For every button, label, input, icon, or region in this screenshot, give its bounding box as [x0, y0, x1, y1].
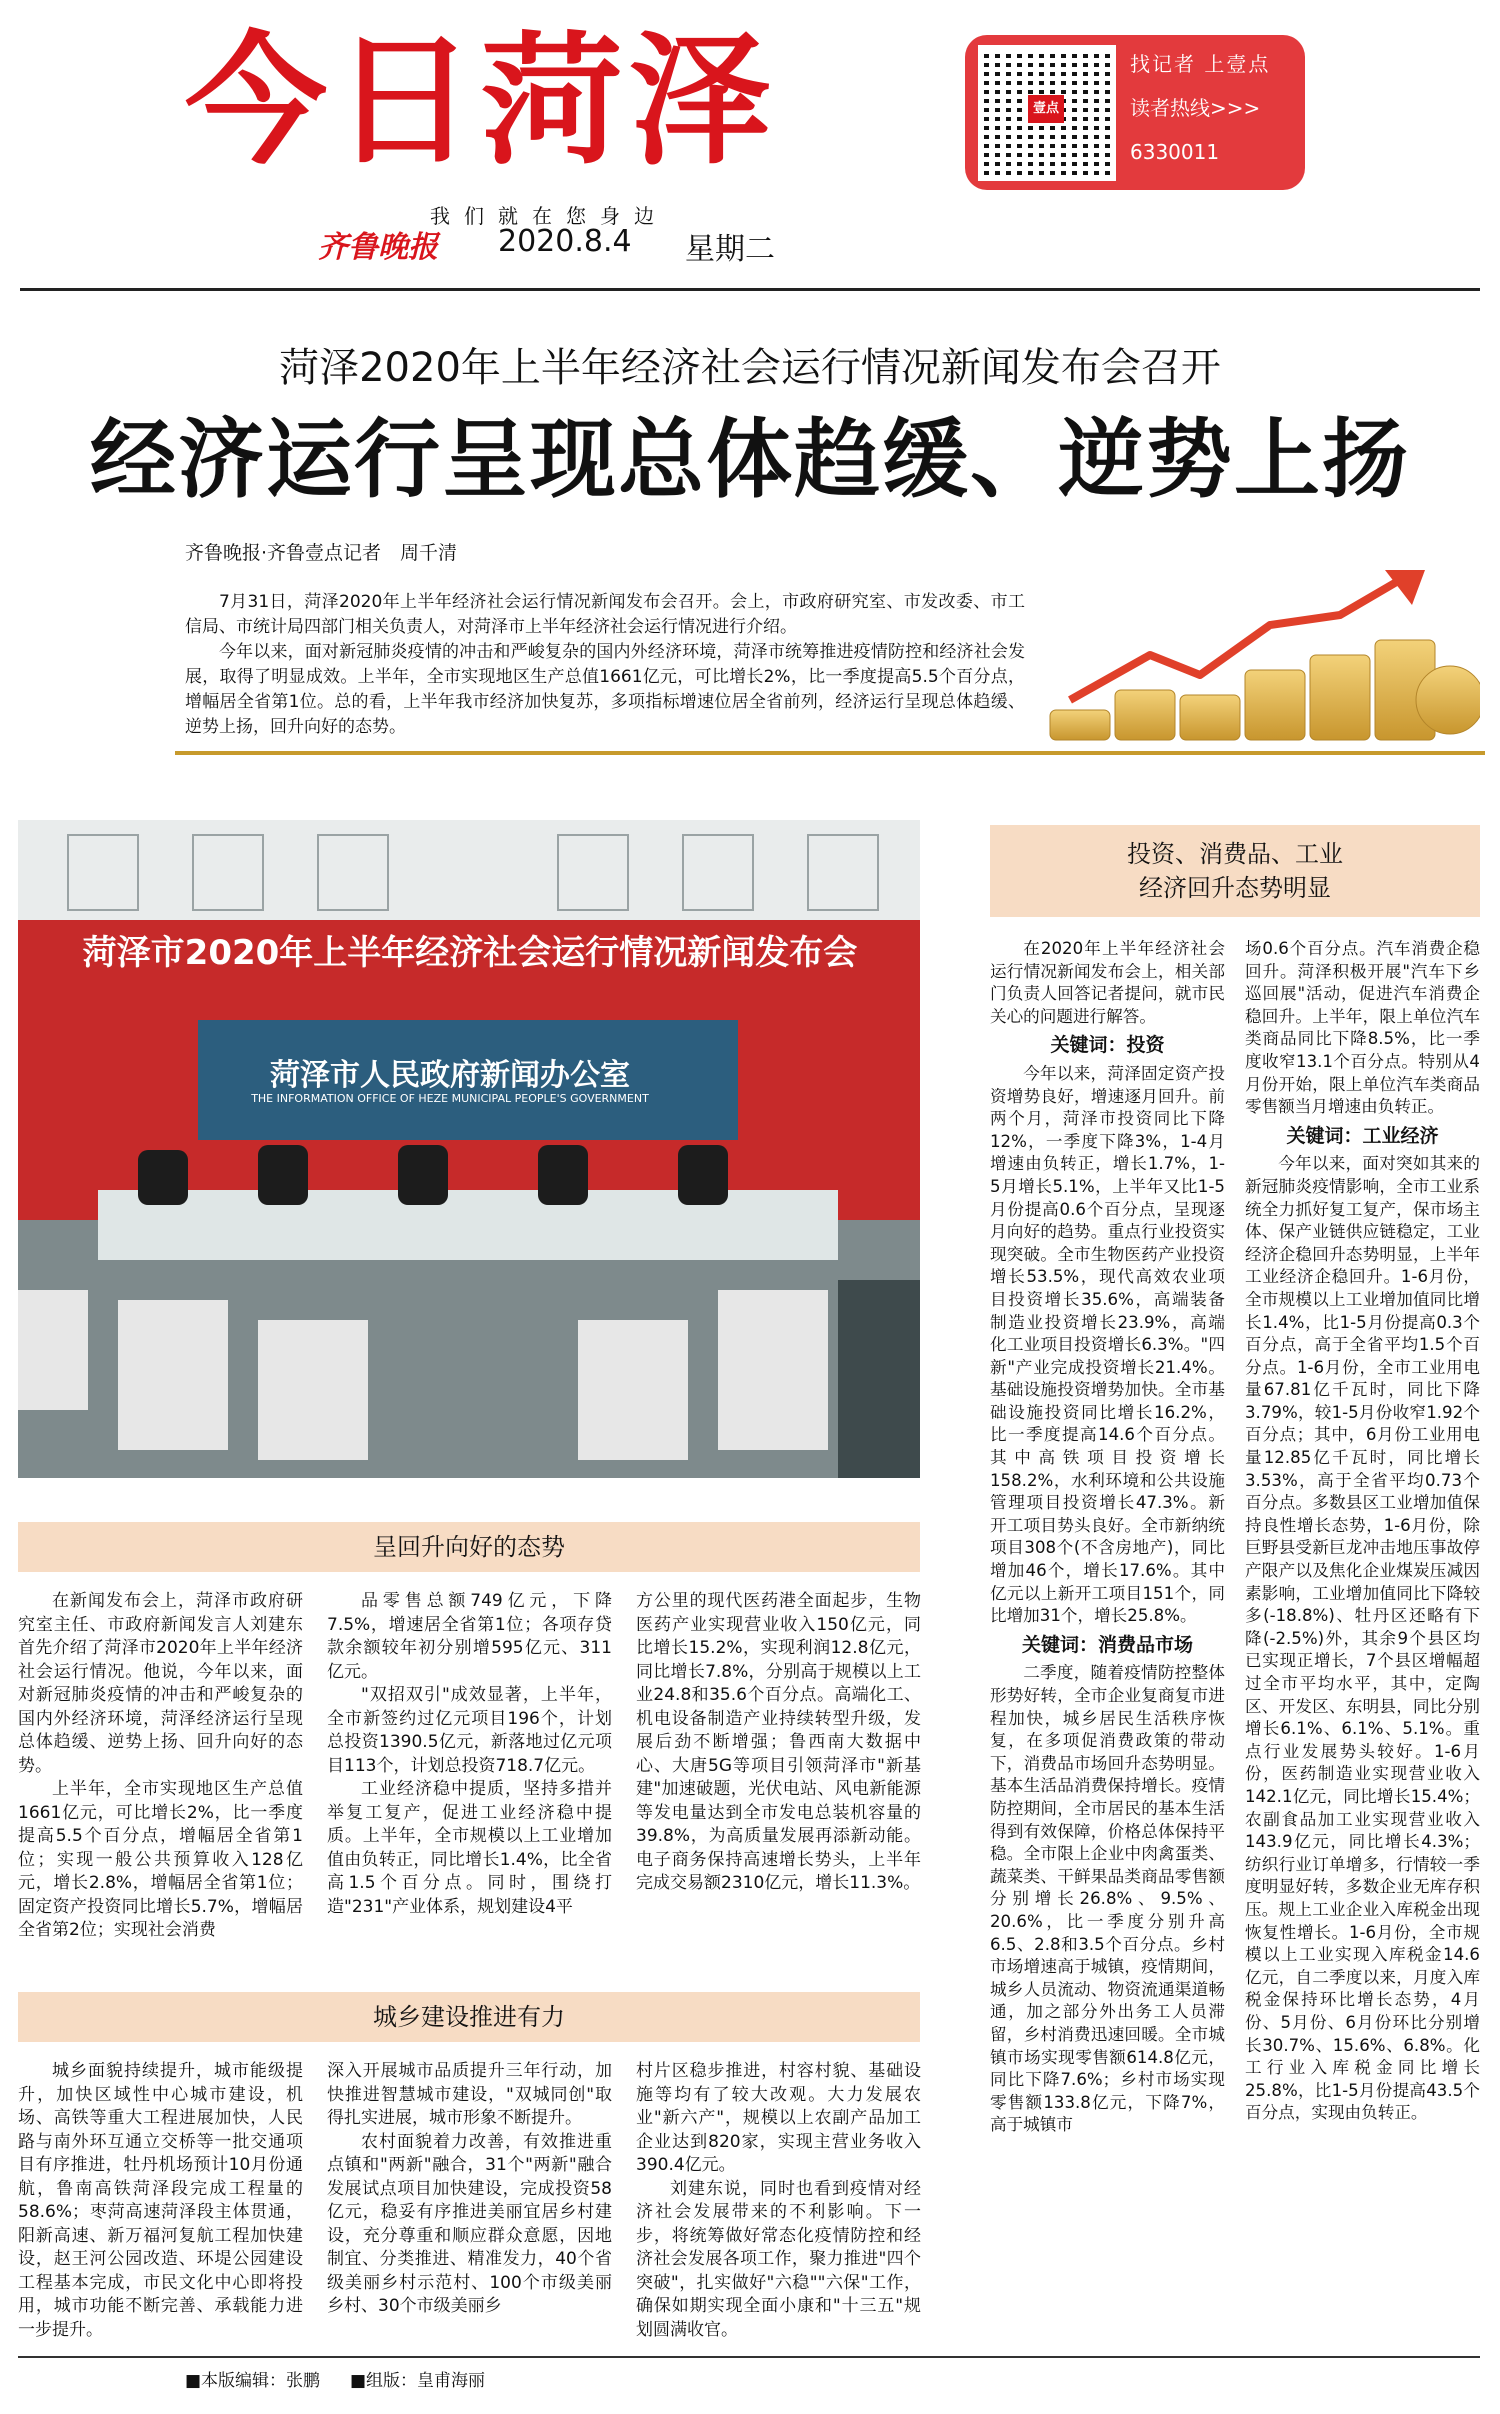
masthead-title: 今日菏泽 [185, 19, 777, 184]
section-a-column-2 [327, 1590, 612, 1919]
qr-code-icon[interactable] [978, 45, 1116, 181]
section-b-column-1 [18, 2060, 303, 2342]
article-subtitle: 菏泽2020年上半年经济社会运行情况新闻发布会召开 [279, 345, 1221, 391]
section-c-title-line-1: 投资、消费品、工业 [1127, 840, 1343, 868]
press-conference-photo [18, 820, 920, 1478]
photo-banner-text: 菏泽市2020年上半年经济社会运行情况新闻发布会 [82, 933, 858, 973]
footer-divider [18, 2356, 1480, 2358]
article-headline: 经济运行呈现总体趋缓、逆势上扬 [90, 410, 1410, 510]
paragraph: 在2020年上半年经济社会运行情况新闻发布会上，相关部门负责人回答记者提问，就市民关心的问题进行解答。 [990, 939, 1225, 1026]
paragraph: 刘建东说，同时也看到疫情对经济社会发展带来的不利影响。下一步，将统筹做好常态化疫情防控和经济社会发展各项工作，聚力推进"四个突破"，扎实做好"六稳""六保"工作，确保如期实现全面小康和"十三五"规划圆满收官。 [636, 2178, 921, 2340]
paragraph: 方公里的现代医药港全面起步，生物医药产业实现营业收入150亿元，同比增长15.2%，实现利润12.8亿元，同比增长7.8%，分别高于规模以上工业24.8和35.6个百分点。高端化工、机电设备制造产业持续转型升级，发展后劲不断增强；鲁西南大数据中心、大唐5G等项目引领菏泽市"新基建"加速破题，光伏电站、风电新能源等发电量达到全市发电总装机容量的39.8%，为高质量发展再添新动能。电子商务保持高速增长势头，上半年完成交易额2310亿元，增长11.3%。 [636, 1591, 921, 1893]
paragraph: 村片区稳步推进，村容村貌、基础设施等均有了较大改观。大力发展农业"新六产"，规模以上农副产品加工企业达到820家，实现主营业务收入390.4亿元。 [636, 2061, 921, 2175]
section-c-column-2 [1245, 938, 1480, 2125]
section-a-column-1 [18, 1590, 303, 1943]
masthead-slogan: 我们就在您身边 [430, 204, 668, 228]
paragraph: 工业经济稳中提质，坚持多措并举复工复产，促进工业经济稳中提质。上半年，全市规模以上工业增加值由负转正，同比增长1.4%，比全省高1.5个百分点。同时，围绕打造"231"产业体系，规划建设4平 [327, 1779, 612, 1917]
photo-office-en-text: THE INFORMATION OFFICE OF HEZE MUNICIPAL PEOPLE'S GOVERNMENT [251, 1092, 649, 1105]
section-header-recovery: 呈回升向好的态势 [18, 1522, 920, 1572]
footer-editor: ■本版编辑：张鹏 [185, 2371, 321, 2391]
footer-layout: ■组版：皇甫海丽 [350, 2371, 486, 2391]
masthead-divider [20, 288, 1480, 291]
lead-text [185, 590, 1025, 740]
paragraph: 上半年，全市实现地区生产总值1661亿元，可比增长2%，比一季度提高5.5个百分点，增幅居全省第1位；实现一般公共预算收入128亿元，增长2.8%，增幅居全省第1位；固定资产投资同比增长5.7%，增幅居全省第2位；实现社会消费 [18, 1779, 303, 1940]
keyword-industrial-economy: 关键词：工业经济 [1286, 1124, 1439, 1147]
brand-logo: 齐鲁晚报 [318, 230, 438, 265]
paragraph: 深入开展城市品质提升三年行动，加快推进智慧城市建设，"双城同创"取得扎实进展，城市形象不断提升。 [327, 2061, 612, 2128]
section-a-column-3 [636, 1590, 921, 1896]
qr-mark: 壹点 [1028, 95, 1064, 123]
section-b-column-2 [327, 2060, 612, 2319]
section-c-title-line-2: 经济回升态势明显 [1139, 874, 1331, 902]
paragraph: 今年以来，面对突如其来的新冠肺炎疫情影响，全市工业系统全力抓好复工复产，保市场主体、保产业链供应链稳定，工业经济企稳回升态势明显，上半年工业经济企稳回升。1-6月份，全市规模以上工业增加值同比增长1.4%，比1-5月份提高0.3个百分点，高于全省平均1.5个百分点。1-6月份，全市工业用电量67.81亿千瓦时，同比下降3.79%，较1-5月份收窄1.92个百分点；其中，6月份工业用电量12.85亿千瓦时，同比增长3.53%，高于全省平均0.73个百分点。多数县区工业增加值保持良性增长态势，1-6月份，除巨野县受新巨龙冲击地压事故停产限产以及焦化企业煤炭压减因素影响，工业增加值同比下降较多(-18.8%)、牡丹区还略有下降(-2.5%)外，其余9个县区均已实现正增长，7个县区增幅超过全市平均水平，其中，定陶区、开发区、东明县，同比分别增长6.1%、6.1%、5.1%。重点行业发展势头较好。1-6月份，医药制造业实现营业收入142.1亿元，同比增长15.4%；农副食品加工业实现营业收入143.9亿元，同比增长4.3%；纺织行业订单增多，行情较一季度明显好转，多数企业无库存积压。规上工业企业入库税金出现恢复性增长。1-6月份，全市规模以上工业实现入库税金14.6亿元，自二季度以来，月度入库税金保持环比增长态势，4月份、5月份、6月份环比分别增长30.7%、15.6%、6.8%。化工行业入库税金同比增长25.8%，比1-5月份提高43.5个百分点，实现由负转正。 [1245, 1154, 1480, 2123]
photo-office-text: 菏泽市人民政府新闻办公室 [270, 1058, 630, 1093]
hotline-number: 6330011 [1130, 140, 1220, 164]
keyword-consumer-market: 关键词：消费品市场 [1021, 1633, 1193, 1656]
coins-growth-illustration [1040, 560, 1480, 750]
paragraph: "双招双引"成效显著，上半年，全市新签约过亿元项目196个，计划总投资1390.5亿元，新落地过亿元项目113个，计划总投资718.7亿元。 [327, 1685, 612, 1776]
hotline-label: 读者热线>>> [1130, 96, 1261, 120]
section-header-urban-rural: 城乡建设推进有力 [18, 1992, 920, 2042]
paragraph: 今年以来，菏泽固定资产投资增势良好，增速逐月回升。前两个月，菏泽市投资同比下降12%，一季度下降3%，1-4月增速由负转正，增长1.7%，1-5月增长5.1%，上半年又比1-5月份提高0.6个百分点，呈现逐月向好的趋势。重点行业投资实现突破。全市生物医药产业投资增长53.5%，现代高效农业项目投资增长35.6%，高端装备制造业投资增长23.9%，高端化工业项目投资增长6.3%。"四新"产业完成投资增长21.4%。基础设施投资增势加快。全市基础设施投资同比增长16.2%，比一季度提高14.6个百分点。其中高铁项目投资增长158.2%，水利环境和公共设施管理项目投资增长47.3%。新开工项目势头良好。全市新纳统项目308个(不含房地产)，同比增加46个，增长17.6%。其中亿元以上新开工项目151个，同比增加31个，增长25.8%。 [990, 1063, 1225, 1626]
paragraph: 二季度，随着疫情防控整体形势好转，全市企业复商复市进程加快，城乡居民生活秩序恢复，在多项促消费政策的带动下，消费品市场回升态势明显。基本生活品消费保持增长。疫情防控期间，全市居民的基本生活得到有效保障，价格总体保持平稳。全市限上企业中肉禽蛋类、蔬菜类、干鲜果品类商品零售额分别增长26.8%、9.5%、20.6%，比一季度分别升高6.5、2.8和3.5个百分点。乡村市场增速高于城镇，疫情期间，城乡人员流动、物资流通渠道畅通，加之部分外出务工人员滞留，乡村消费迅速回暖。全市城镇市场实现零售额614.8亿元，同比下降7.6%；乡村市场实现零售额133.8亿元，下降7%，高于城镇市 [990, 1663, 1225, 2135]
issue-date: 2020.8.4 [498, 224, 632, 259]
lead-paragraph: 7月31日，菏泽2020年上半年经济社会运行情况新闻发布会召开。会上，市政府研究室、市发改委、市工信局、市统计局四部门相关负责人，对菏泽市上半年经济社会运行情况进行介绍。 [185, 592, 1025, 637]
paragraph: 在新闻发布会上，菏泽市政府研究室主任、市政府新闻发言人刘建东首先介绍了菏泽市2020年上半年经济社会运行情况。他说，今年以来，面对新冠肺炎疫情的冲击和严峻复杂的国内外经济环境，菏泽经济运行呈现总体趋缓、逆势上扬、回升向好的态势。 [18, 1591, 303, 1776]
hotline-slogan: 找记者 上壹点 [1130, 52, 1271, 76]
paragraph: 场0.6个百分点。汽车消费企稳回升。菏泽积极开展"汽车下乡巡回展"活动，促进汽车消费企稳回升。上半年，限上单位汽车类商品同比下降8.5%，比一季度收窄13.1个百分点。特别从4月份开始，限上单位汽车类商品零售额当月增速由负转正。 [1245, 939, 1480, 1117]
lead-paragraph: 今年以来，面对新冠肺炎疫情的冲击和严峻复杂的国内外经济环境，菏泽市统筹推进疫情防控和经济社会发展，取得了明显成效。上半年，全市实现地区生产总值1661亿元，可比增长2%，比一季度提高5.5个百分点，增幅居全省第1位。总的看，上半年我市经济加快复苏，多项指标增速位居全省前列，经济运行呈现总体趋缓、逆势上扬，回升向好的态势。 [185, 642, 1025, 737]
paragraph: 农村面貌着力改善，有效推进重点镇和"两新"融合，31个"两新"融合发展试点项目加快建设，完成投资58亿元，稳妥有序推进美丽宜居乡村建设，充分尊重和顺应群众意愿，因地制宜、分类推进、精准发力，40个省级美丽乡村示范村、100个市级美丽乡村、30个市级美丽乡 [327, 2131, 612, 2316]
section-header-investment [990, 825, 1480, 917]
section-c-column-1 [990, 938, 1225, 2137]
section-b-column-3 [636, 2060, 921, 2342]
paragraph: 城乡面貌持续提升，城市能级提升，加快区域性中心城市建设，机场、高铁等重大工程进展加快，人民路与南外环互通立交桥等一批交通项目有序推进，牡丹机场预计10月份通航，鲁南高铁菏泽段完成工程量的58.6%；枣菏高速菏泽段主体贯通，阳新高速、新万福河复航工程加快建设，赵王河公园改造、环堤公园建设工程基本完成，市民文化中心即将投用，城市功能不断完善、承载能力进一步提升。 [18, 2061, 303, 2340]
issue-weekday: 星期二 [685, 232, 775, 267]
article-byline: 齐鲁晚报·齐鲁壹点记者 周千清 [185, 542, 458, 564]
paragraph: 品零售总额749亿元，下降7.5%，增速居全省第1位；各项存贷款余额较年初分别增595亿元、311亿元。 [327, 1591, 612, 1682]
keyword-investment: 关键词：投资 [1050, 1034, 1165, 1057]
